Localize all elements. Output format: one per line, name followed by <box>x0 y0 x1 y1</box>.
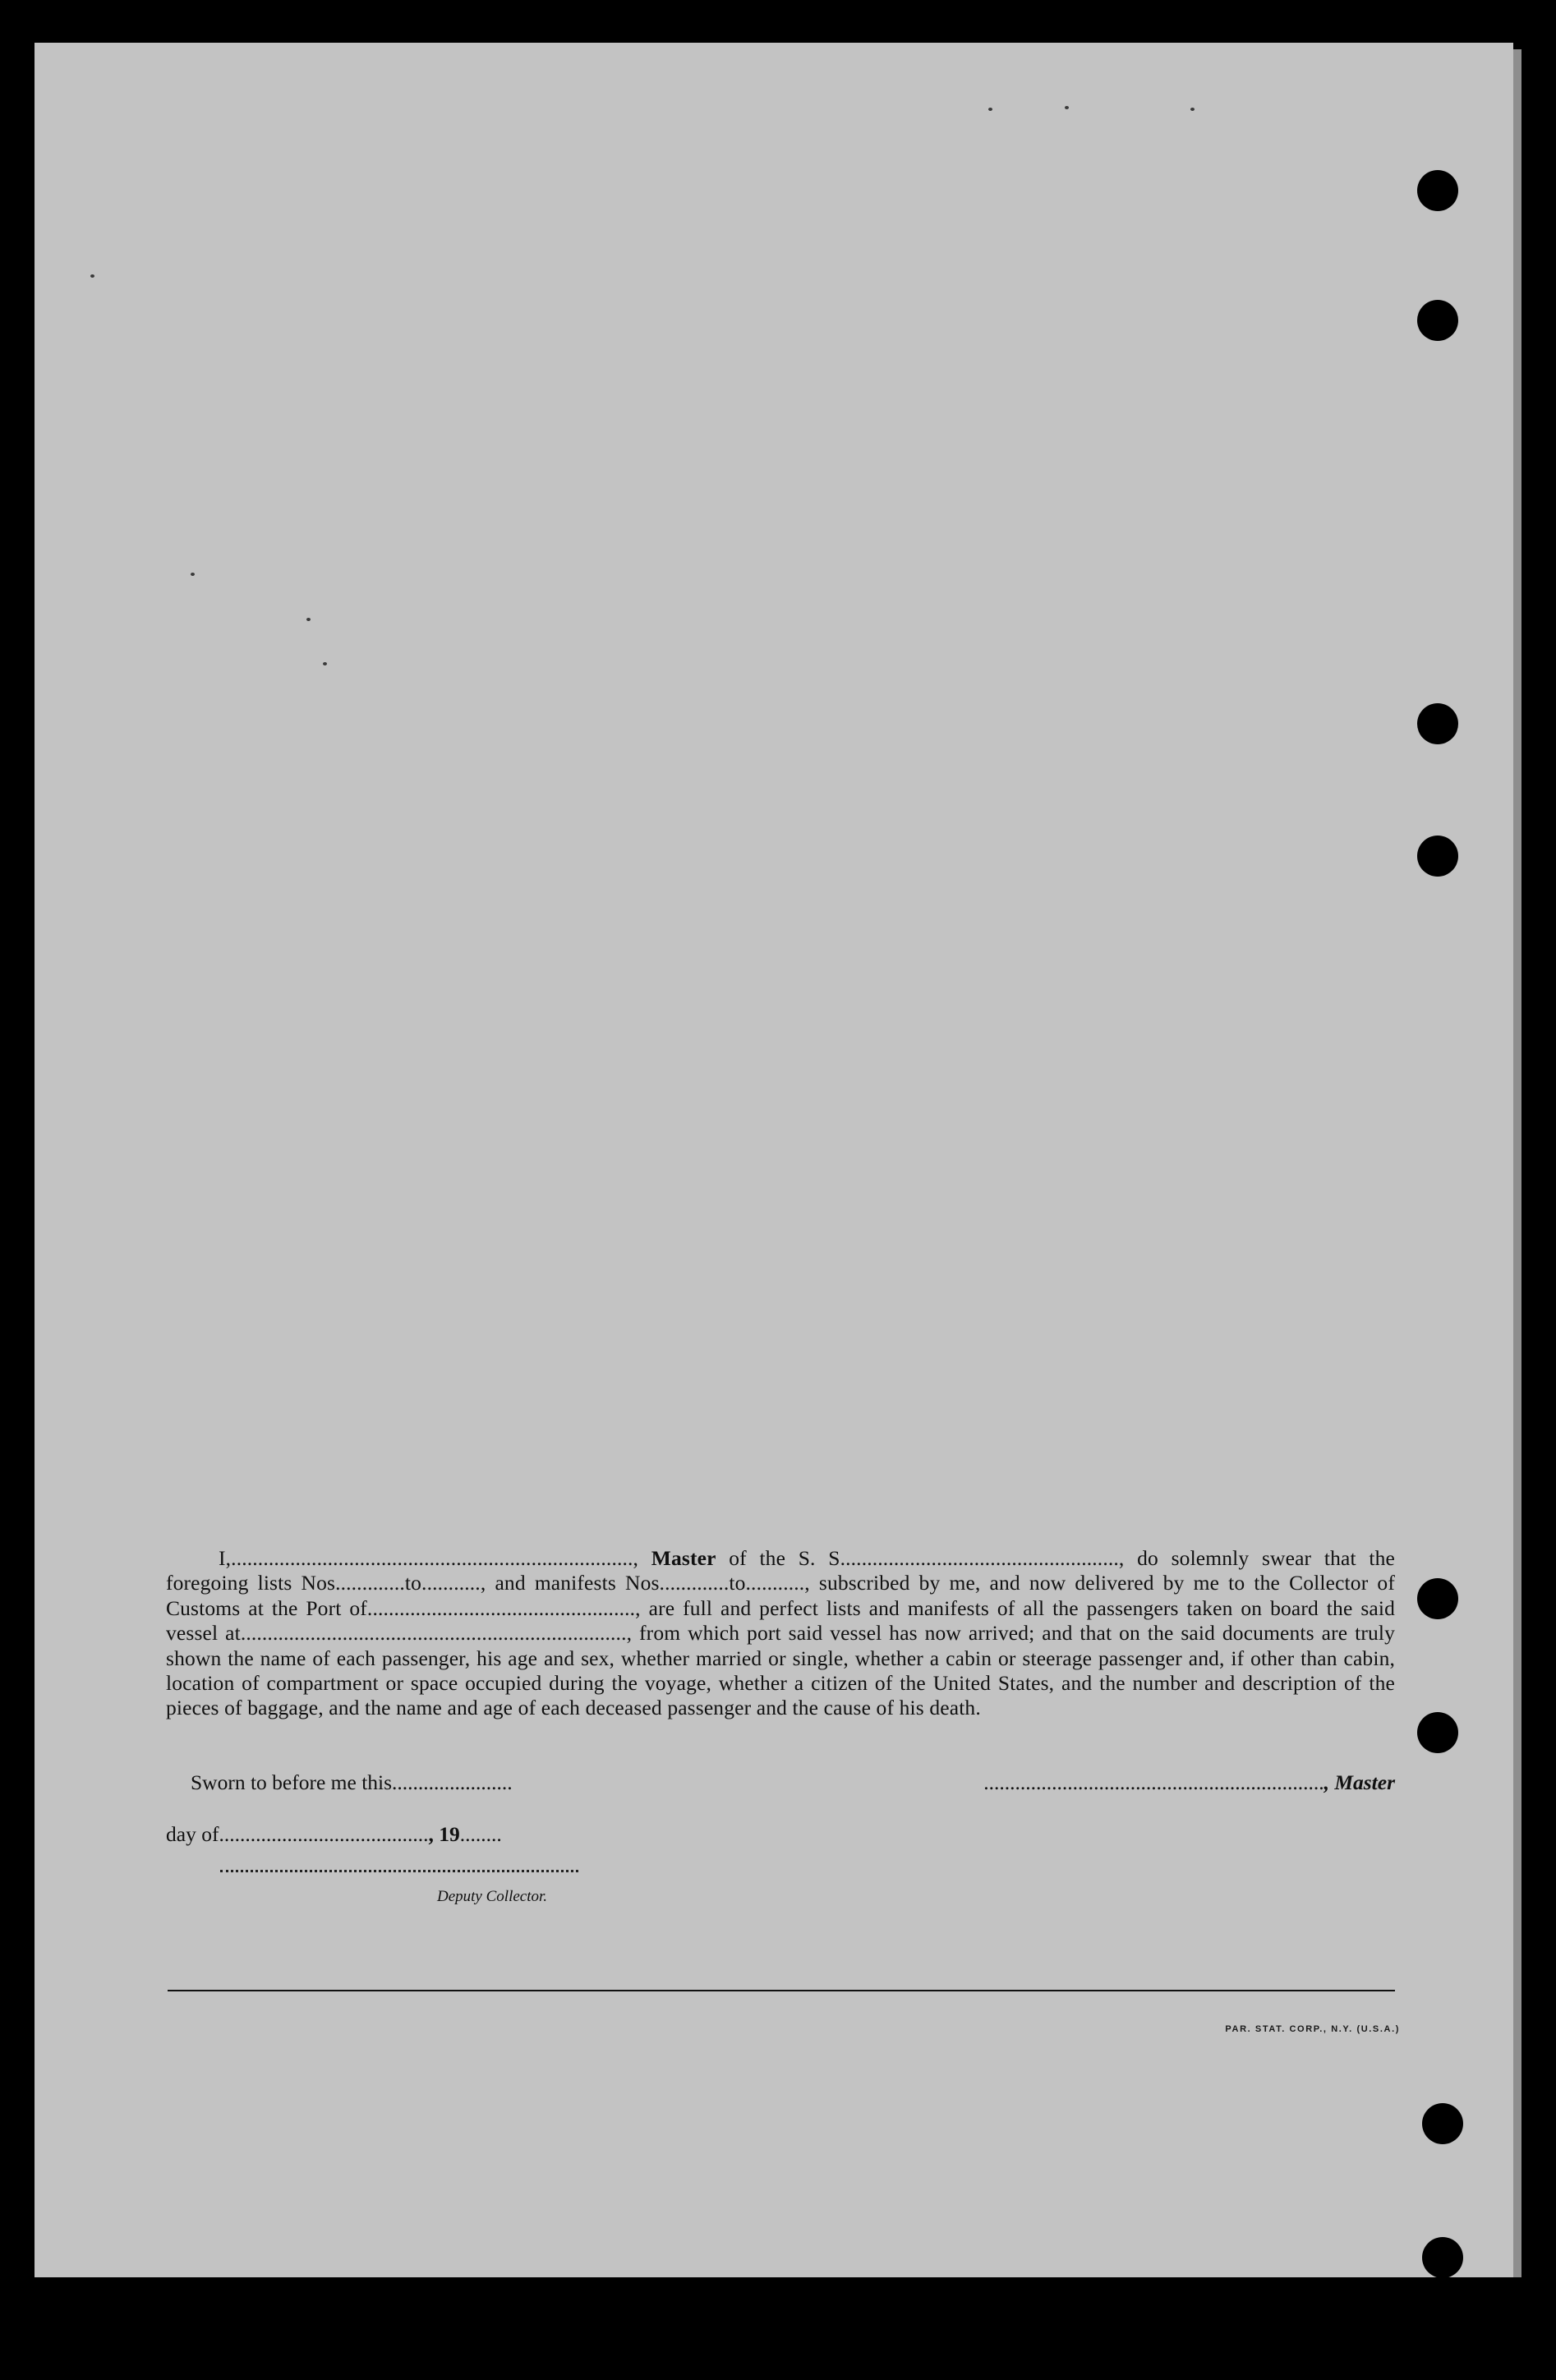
oath-text: of the S. S. <box>716 1546 846 1570</box>
oath-text: to <box>404 1571 422 1595</box>
departure-port-blank: ........................................................................ <box>240 1621 627 1646</box>
binder-hole <box>1417 170 1458 211</box>
binder-hole <box>1417 1712 1458 1753</box>
manifests-from-blank: ............. <box>659 1571 730 1595</box>
master-title: Master <box>651 1546 716 1570</box>
binder-hole <box>1422 2103 1463 2144</box>
horizontal-rule <box>168 1990 1395 1991</box>
binder-hole <box>1417 1578 1458 1619</box>
oath-text: , and manifests Nos <box>480 1571 660 1595</box>
master-oath-paragraph <box>166 1546 1395 1721</box>
document-page <box>35 43 1513 2277</box>
sworn-label: Sworn to before me this <box>191 1770 393 1794</box>
master-name-blank: ........................................................................... <box>231 1546 633 1570</box>
master-signature-label: , Master <box>1324 1770 1395 1794</box>
paper-speck <box>90 274 94 278</box>
printer-imprint: PAR. STAT. CORP., N.Y. (U.S.A.) <box>1225 2024 1400 2034</box>
sworn-line <box>191 1770 513 1795</box>
binder-hole <box>1422 2237 1463 2278</box>
paper-speck <box>323 662 327 665</box>
binder-hole <box>1417 836 1458 877</box>
paper-speck <box>191 573 195 576</box>
master-signature-blank: ................................................................. <box>983 1770 1324 1794</box>
page-edge-shadow <box>1513 49 1521 2277</box>
deputy-signature-blank <box>220 1870 578 1872</box>
oath-text: I, <box>219 1546 232 1570</box>
lists-from-blank: ............. <box>335 1571 405 1595</box>
binder-hole <box>1417 703 1458 744</box>
ship-name-blank: ................................................... <box>845 1546 1119 1570</box>
manifests-to-blank: ........... <box>745 1571 805 1595</box>
oath-text: , from which port said vessel has now arrived; and that on the said documents are truly shown the name of each passenger, his age and sex, whether married or single, whether a cabin or steerage passenger and, if other than cabin, location of compartment or space occupied during the voyage, whether a citizen of the United States, and the number and description of the pieces of baggage, and the name and age of each deceased passenger and the cause of his death. <box>166 1621 1395 1720</box>
paper-speck <box>306 618 311 621</box>
sworn-blank: ....................... <box>392 1770 513 1794</box>
date-line <box>166 1822 502 1847</box>
paper-speck <box>988 108 992 111</box>
oath-text: , subscribed by me, and now delivered by me to the Collector of Customs at the Port of <box>166 1571 1395 1620</box>
year-blank: ........ <box>459 1822 502 1846</box>
lists-to-blank: ........... <box>421 1571 481 1595</box>
paper-speck <box>1065 106 1069 109</box>
binder-hole <box>1417 300 1458 341</box>
deputy-collector-label: Deputy Collector. <box>437 1888 548 1905</box>
oath-text: , do solemnly swear that the foregoing lists Nos <box>166 1546 1395 1595</box>
oath-text: , are full and perfect lists and manifests of all the passengers taken on board the said vessel at <box>166 1595 1395 1646</box>
master-signature-line <box>983 1770 1395 1795</box>
day-label: day of <box>166 1822 219 1846</box>
port-blank: .................................................. <box>366 1595 636 1620</box>
paper-speck <box>1190 108 1195 111</box>
oath-text: , <box>633 1546 651 1570</box>
year-prefix: , 19 <box>428 1822 460 1846</box>
oath-text: to <box>729 1571 746 1595</box>
day-blank: ........................................ <box>219 1822 429 1846</box>
